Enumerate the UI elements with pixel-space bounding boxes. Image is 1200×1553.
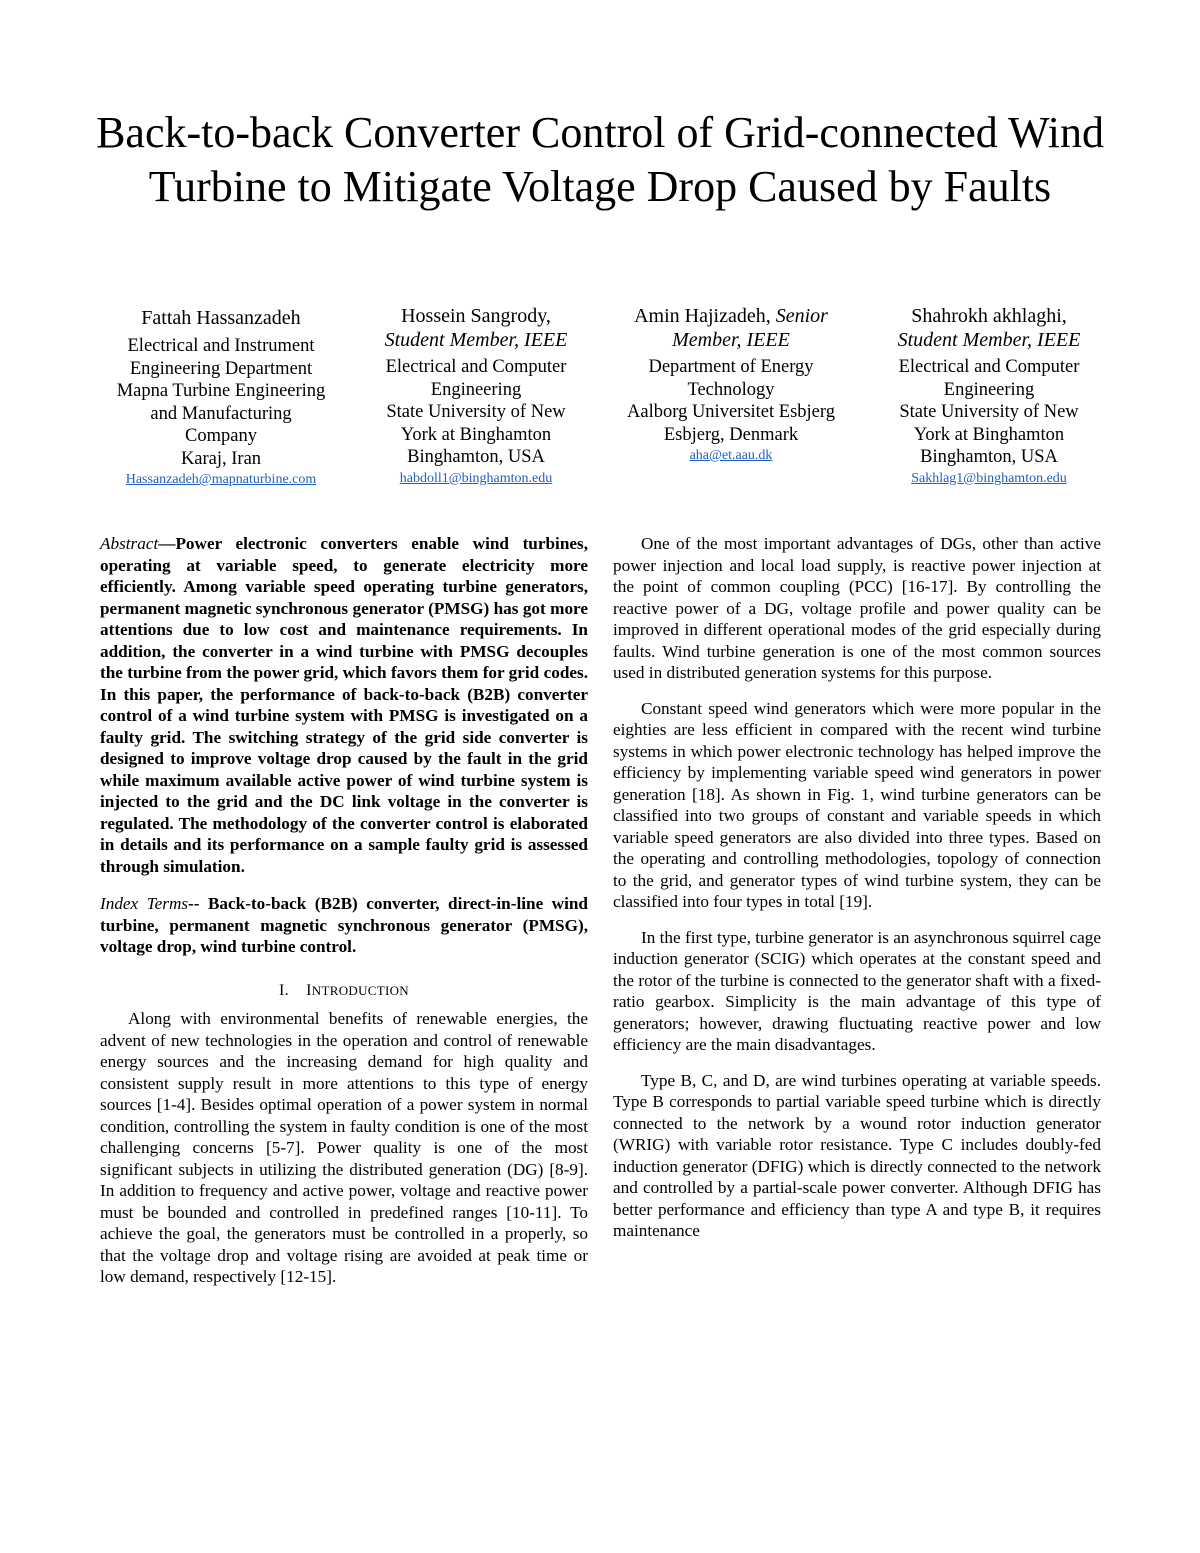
author-email-link[interactable]: Sakhlag1@binghamton.edu [911,470,1067,486]
author-name: Shahrokh akhlaghi, [911,305,1067,327]
index-terms [100,893,588,958]
affiliation-line: York at Binghamton [400,424,552,445]
author-block-1 [103,306,339,490]
affiliation-line: York at Binghamton [913,424,1065,445]
affiliation-line: Electrical and Computer [898,357,1080,377]
affiliation-line: Binghamton, USA [407,447,545,467]
affiliation-line: Binghamton, USA [920,447,1058,467]
author-role-inline: Senior [775,305,828,327]
affiliation-line: Technology [687,379,775,400]
author-name: Hossein Sangrody, [401,305,551,327]
section-title-initial: I [306,981,312,999]
author-email-link[interactable]: aha@et.aau.dk [689,448,773,463]
affiliation-line: Esbjerg, Denmark [663,424,799,445]
author-email-link[interactable]: Hassanzadeh@mapnaturbine.com [125,472,317,487]
affiliation-line: Engineering [943,379,1035,400]
affiliation-line: Electrical and Computer [385,357,567,377]
left-column [100,533,588,1288]
author-email-link[interactable]: habdoll1@binghamton.edu [399,470,553,486]
author-name: Fattah Hassanzadeh [141,307,301,329]
author-block-3 [616,304,846,466]
section-title-rest: NTRODUCTION [311,982,409,998]
section-number: I. [279,981,289,999]
affiliation-line: Aalborg Universitet Esbjerg [627,402,835,422]
body-paragraph: In the first type, turbine generator is an asynchronous squirrel cage induction generator (SCIG) which operates at the constant speed and the rotor of the turbine is connected to the generator shaft with a fixed-ratio gearbox. Simplicity is the main advantage of this type of generators; however, drawing fluctuating reactive power and low efficiency are the main disadvantages. [613,927,1101,1054]
affiliation-line: Engineering [430,379,522,400]
affiliation-line: Mapna Turbine Engineering [116,381,326,401]
author-block-4 [876,304,1102,489]
body-paragraph: Type B, C, and D, are wind turbines operating at variable speeds. Type B corresponds to partial variable speed turbine which is directly connected to the network by a wound rotor induction generator (WRIG) with variable rotor resistance. Type C includes doubly-fed induction generator (DFIG) which is directly connected to the network and controlled by a partial-scale power converter. Although DFIG has better performance and efficiency than type A and type B, it requires maintenance [613,1070,1101,1240]
author-name-line [616,304,846,328]
body-paragraph: One of the most important advantages of DGs, other than active power injection and local load supply, is reactive power injection at the point of common coupling (PCC) [16-17]. By controlling the reactive power of a DG, voltage profile and power quality can be improved in different operational modes of the grid especially during faults. Wind turbine generation is one of the most common sources used in distributed generation systems for this purpose. [613,534,1101,682]
affiliation-line: Company [185,426,257,446]
author-name: Amin Hajizadeh, [634,305,771,327]
body-paragraph: Constant speed wind generators which were more popular in the eighties are less efficient in compared with the recent wind turbine systems in which power electronic technology has helped improve the efficiency by implementing variable speed wind generators in power generation [18]. As shown in Fig. 1, wind turbine generators can be classified into two groups of constant and variable speeds in which variable speed generators are also divided into three types. Based on the operating and controlling methodologies, topology of connection to the grid, and generator types of wind turbine system, they can be classified into four types in total [19]. [613,698,1101,911]
abstract-text: —Power electronic converters enable wind turbines, operating at variable speed, to generate electricity more efficiently. Among variable speed operating turbine generators, permanent magnetic synchronous generator (PMSG) has got more attentions due to low cost and maintenance requirements. In addition, the converter in a wind turbine with PMSG decouples the turbine from the power grid, which favors them for grid codes. In this paper, the performance of back-to-back (B2B) converter control of a wind turbine system with PMSG is investigated on a faulty grid. The switching strategy of the grid side converter is designed to improve voltage drop caused by the fault in the grid while maximum available active power of wind turbine system is injected to the grid and the DC link voltage in the converter is regulated. The methodology of the converter control is elaborated in details and its performance on a sample faulty grid is assessed through simulation. [100,534,588,876]
abstract-label: Abstract [100,534,159,553]
index-terms-label: Index Terms [100,894,189,913]
affiliation-line: State University of New [386,402,566,422]
affiliation-line: Department of Energy [648,357,814,377]
right-column [613,533,1101,1242]
affiliation-line: Electrical and Instrument [127,336,315,356]
intro-paragraph: Along with environmental benefits of renewable energies, the advent of new technologies in the operation and control of renewable energy sources and the increasing demand for high quality and consistent supply result in more attentions to this type of energy sources [1-4]. Besides optimal operation of a power system in normal condition, controlling the system in faulty condition is one of the most challenging concerns [5-7]. Power quality is one of the most significant subjects in utilizing the distributed generation (DG) [8-9]. In addition to frequency and active power, voltage and reactive power must be bounded and controlled in predefined ranges [10-11]. To achieve the goal, the generators must be controlled in a properly, so that the voltage drop and voltage rising are avoided at peak time or low demand, respectively [12-15]. [100,1009,588,1286]
affiliation-line: Karaj, Iran [180,448,262,469]
index-terms-text: -- Back-to-back (B2B) converter, direct-in-line wind turbine, permanent magnetic synchronous generator (PMSG), voltage drop, wind turbine control. [100,894,588,956]
author-block-2 [368,304,584,489]
author-role: Student Member, IEEE [897,329,1081,351]
affiliation-line: Engineering Department [129,358,313,379]
author-role: Student Member, IEEE [384,329,568,351]
paper-title: Back-to-back Converter Control of Grid-connected Wind Turbine to Mitigate Voltage Drop Caused by Faults [96,108,1104,211]
affiliation-line: and Manufacturing [150,403,292,424]
abstract [100,533,588,877]
author-role: Member, IEEE [672,329,790,351]
section-heading [100,980,588,1002]
affiliation-line: State University of New [899,402,1079,422]
